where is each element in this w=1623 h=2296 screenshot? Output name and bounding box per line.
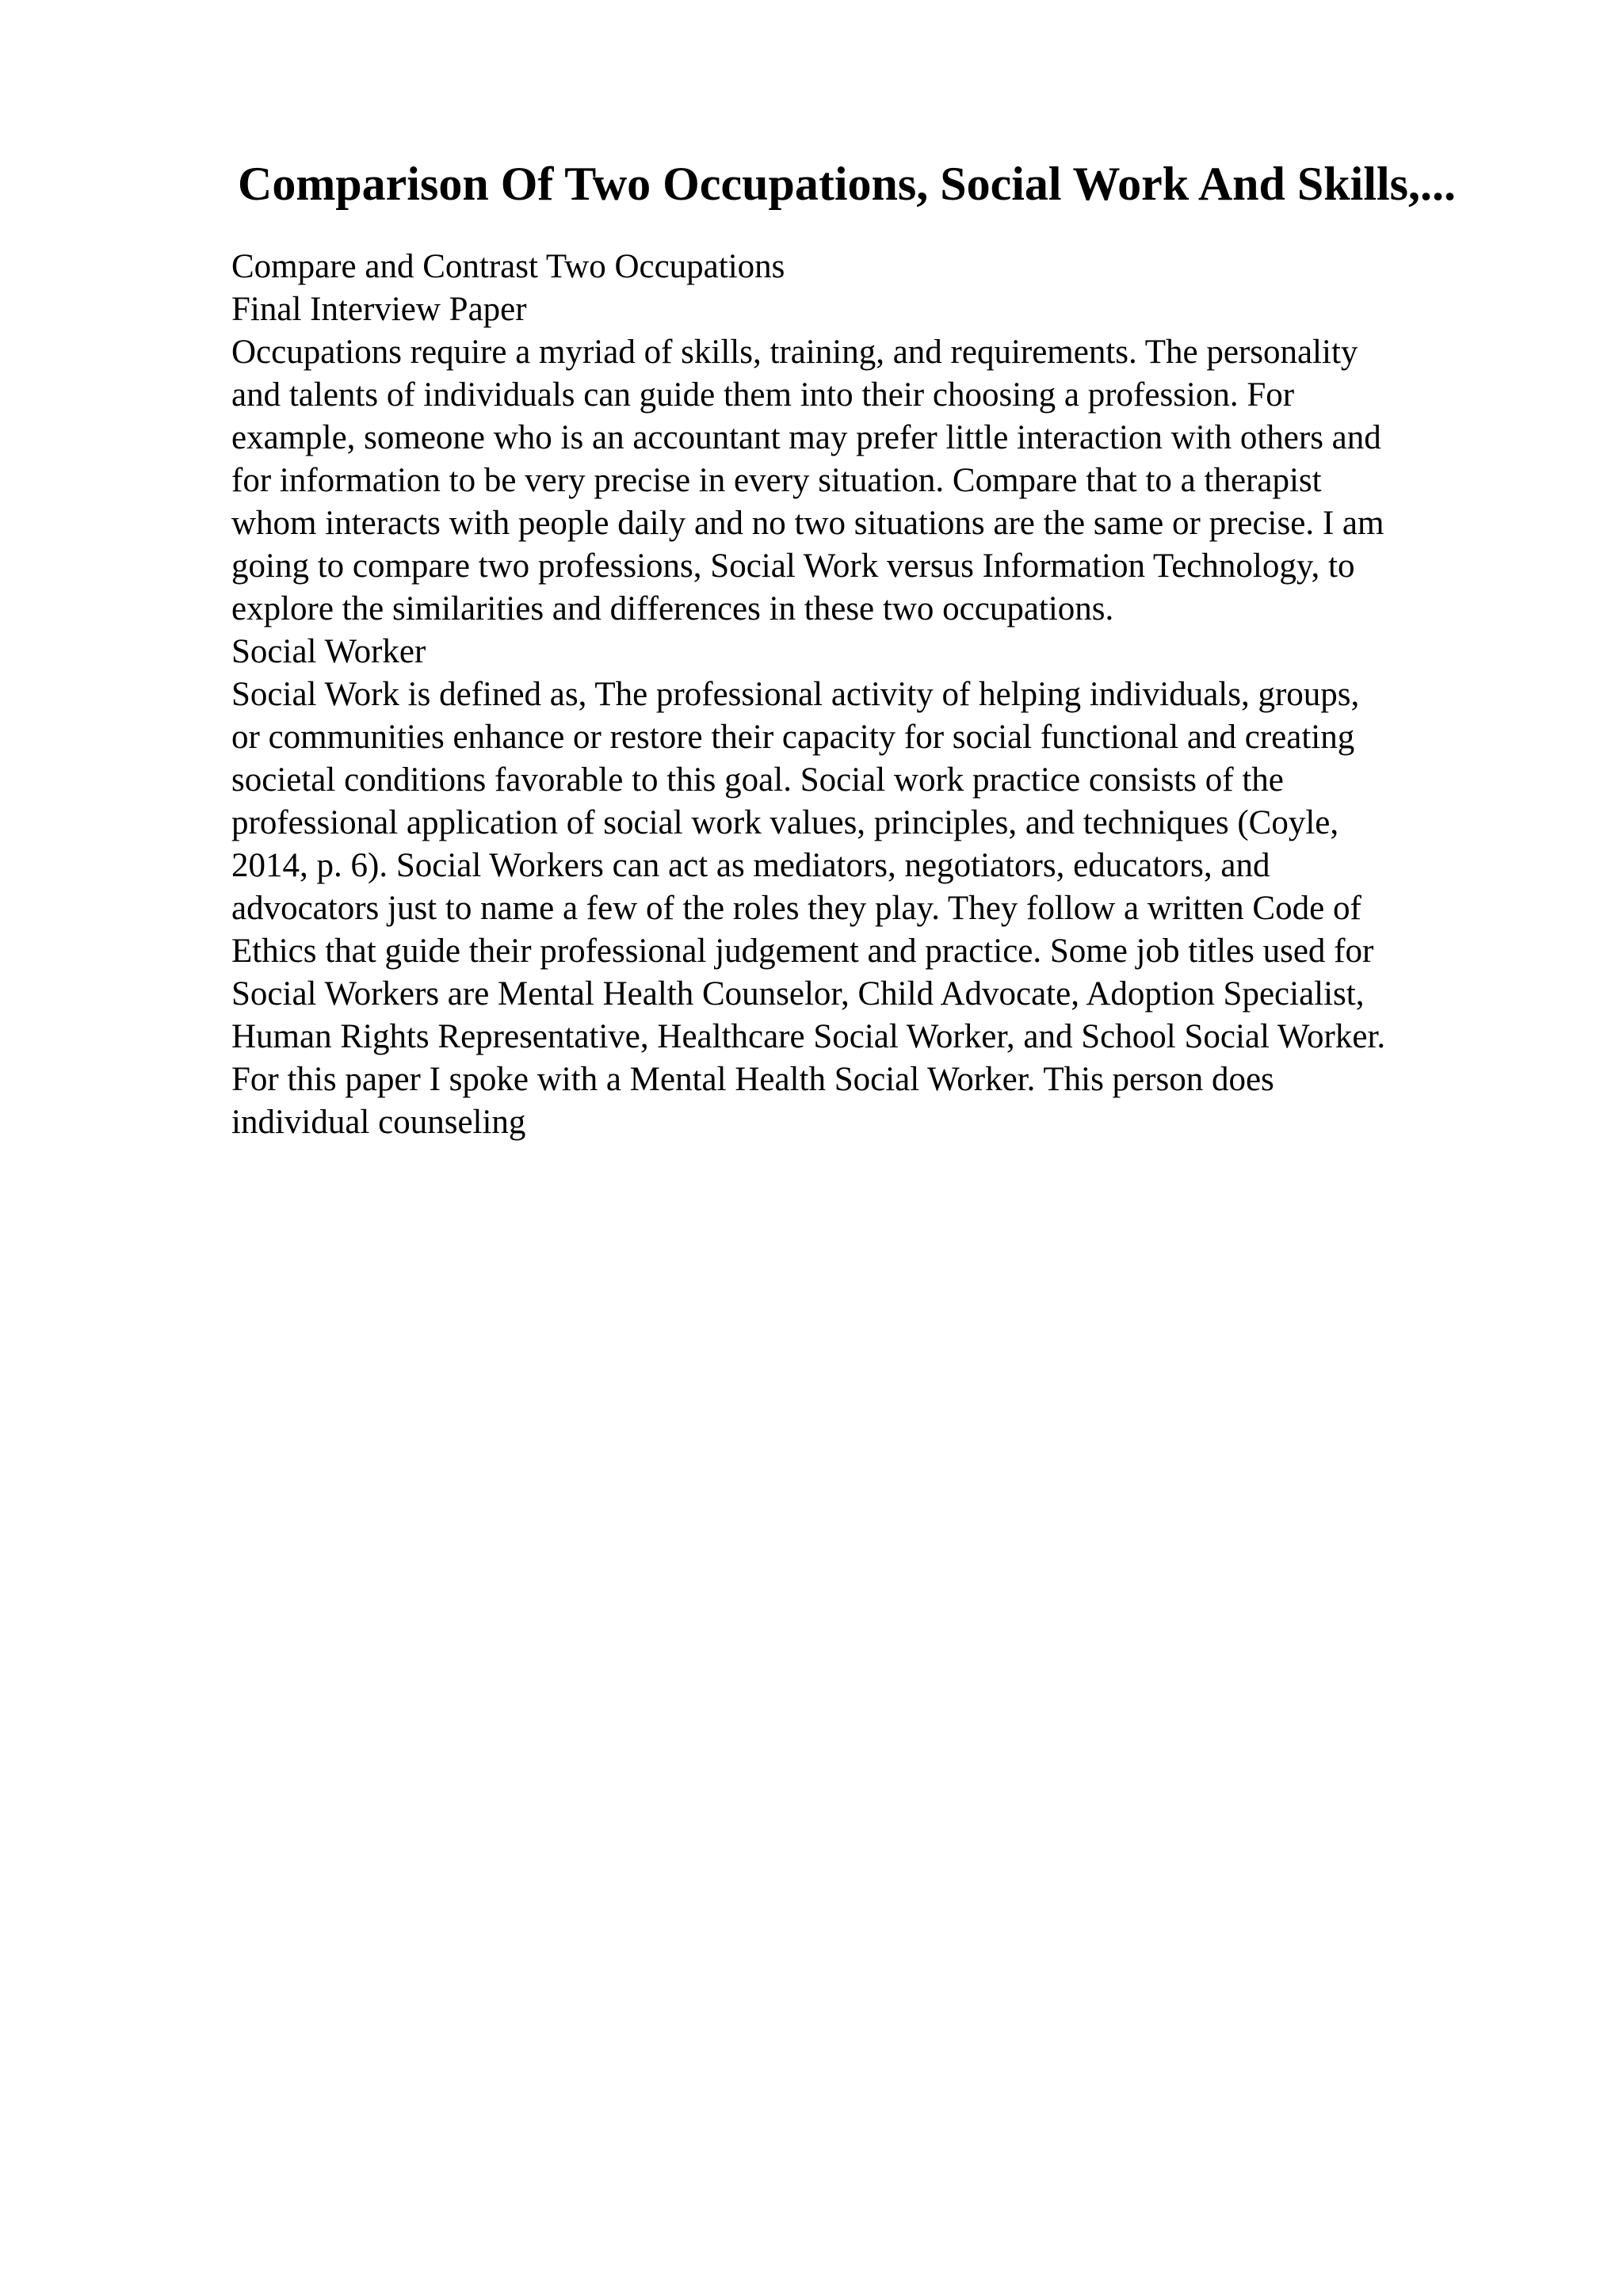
document-body [231,246,1594,1144]
paragraph-line: professional application of social work values, principles, and techniques (Coyle, [231,804,1339,841]
subtitle-line: Compare and Contrast Two Occupations [231,248,785,285]
paragraph-line: Occupations require a myriad of skills, training, and requirements. The personality [231,334,1358,371]
paragraph-line: individual counseling [231,1104,526,1141]
paragraph-line: explore the similarities and differences in these two occupations. [231,590,1114,627]
paragraph-line: Social Workers are Mental Health Counselor, Child Advocate, Adoption Specialist, [231,975,1365,1013]
document-title: Comparison Of Two Occupations, Social Work And Skills,... [238,158,1457,210]
paragraph-line: or communities enhance or restore their capacity for social functional and creating [231,719,1355,756]
paragraph-line: Ethics that guide their professional judgement and practice. Some job titles used for [231,933,1374,970]
paragraph-line: societal conditions favorable to this goal. Social work practice consists of the [231,761,1284,799]
paragraph-line: example, someone who is an accountant may prefer little interaction with others and [231,419,1381,456]
paragraph-line: Social Work is defined as, The professional activity of helping individuals, groups, [231,676,1360,713]
paragraph-line: For this paper I spoke with a Mental Health Social Worker. This person does [231,1061,1274,1098]
paragraph-line: and talents of individuals can guide them into their choosing a profession. For [231,376,1295,414]
paragraph-line: for information to be very precise in every situation. Compare that to a therapist [231,462,1322,499]
subtitle-line: Final Interview Paper [231,291,527,328]
section-heading: Social Worker [231,633,426,670]
paragraph-line: Human Rights Representative, Healthcare Social Worker, and School Social Worker. [231,1018,1386,1055]
paragraph-line: whom interacts with people daily and no two situations are the same or precise. I am [231,505,1384,542]
paragraph-line: going to compare two professions, Social Work versus Information Technology, to [231,547,1355,585]
paragraph-line: advocators just to name a few of the roles they play. They follow a written Code of [231,890,1361,927]
paragraph-line: 2014, p. 6). Social Workers can act as mediators, negotiators, educators, and [231,847,1270,884]
